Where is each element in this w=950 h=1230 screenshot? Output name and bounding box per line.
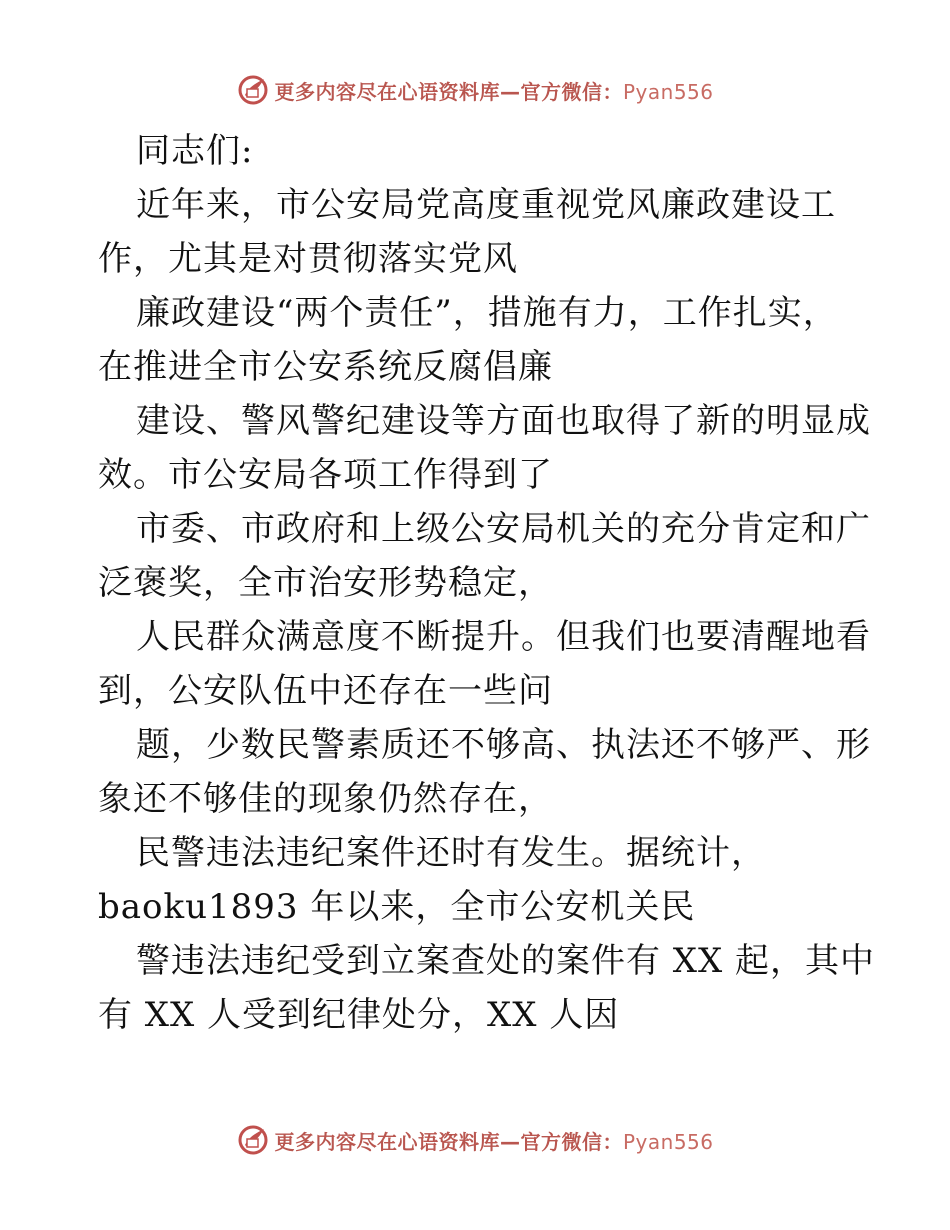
- footer-banner: [0, 1120, 950, 1160]
- text-line: 警违法违纪受到立案查处的案件有 XX 起，其中: [136, 941, 876, 981]
- text-line: 同志们:: [136, 131, 254, 171]
- text-line: 民警违法违纪案件还时有发生。据统计，: [136, 833, 766, 873]
- text-line: 建设、警风警纪建设等方面也取得了新的明显成: [136, 401, 871, 441]
- text-line: 象还不够佳的现象仍然存在，: [98, 779, 553, 819]
- text-line: 题，少数民警素质还不够高、执法还不够严、形: [136, 725, 871, 765]
- text-line: 到，公安队伍中还存在一些问: [98, 671, 553, 711]
- text-line: 作，尤其是对贯彻落实党风: [98, 239, 518, 279]
- text-line: 有 XX 人受到纪律处分，XX 人因: [98, 995, 620, 1035]
- banner-text: 更多内容尽在心语资料库—官方微信：Pyan556: [274, 79, 714, 104]
- text-line: 廉政建设“两个责任”，措施有力，工作扎实，: [136, 293, 838, 333]
- text-line: 在推进全市公安系统反腐倡廉: [98, 347, 553, 387]
- text-line: 人民群众满意度不断提升。但我们也要清醒地看: [136, 617, 871, 657]
- text-line: 泛褒奖，全市治安形势稳定，: [98, 563, 553, 603]
- book-quill-icon: [236, 1123, 270, 1157]
- banner-text: 更多内容尽在心语资料库—官方微信：Pyan556: [274, 1129, 714, 1154]
- document-body: [98, 124, 876, 1042]
- text-line: 效。市公安局各项工作得到了: [98, 455, 553, 495]
- text-line: 近年来，市公安局党高度重视党风廉政建设工: [136, 185, 836, 225]
- header-banner: [0, 70, 950, 110]
- text-line: baoku1893 年以来，全市公安机关民: [98, 887, 696, 927]
- text-line: 市委、市政府和上级公安局机关的充分肯定和广: [136, 509, 871, 549]
- book-quill-icon: [236, 73, 270, 107]
